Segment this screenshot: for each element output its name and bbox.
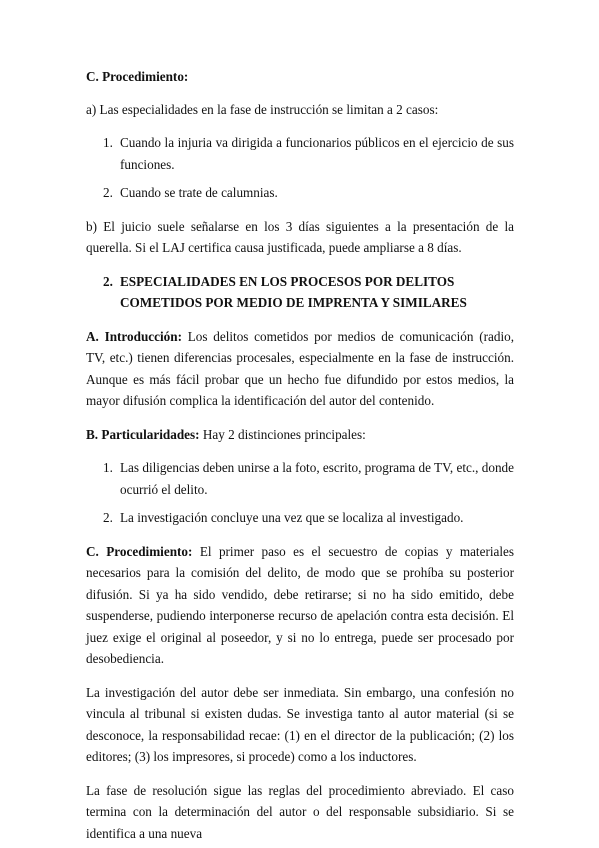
list-item: 2. Cuando se trate de calumnias. xyxy=(103,185,278,200)
list-item: 2. La investigación concluye una vez que se localiza al investigado. xyxy=(103,510,464,525)
particularidades-list xyxy=(86,457,514,529)
list-item: 1. Las diligencias deben unirse a la foto, escrito, programa de TV, etc., donde ocurrió el delito. xyxy=(103,460,514,497)
list-item: 1. Cuando la injuria va dirigida a funcionarios públicos en el ejercicio de sus funciones. xyxy=(103,135,514,172)
document-body xyxy=(86,66,514,844)
procedimiento-list xyxy=(86,132,514,204)
procedimiento-paragraph: C. Procedimiento: El primer paso es el secuestro de copias y materiales necesarios para la comisión del delito, de modo que se prohíba su posterior difusión. Si ya ha sido vendido, debe retirarse; si no ha sido emitido, debe suspenderse, pudiendo interponerse recurso de apelación contra esta decisión. El juez exige el original al poseedor, y si no lo entrega, puede ser procesado por desobediencia. xyxy=(86,543,514,666)
investigation-paragraph: La investigación del autor debe ser inmediata. Sin embargo, una confesión no vincula al tribunal si existen dudas. Se investiga tanto al autor material (si se desconoce, la responsabilidad recae: (1) en el director de la publicación; (2) los editores; (3) los impresores, si procede) como a los inductores. xyxy=(86,684,514,764)
procedimiento-heading: C. Procedimiento: xyxy=(86,69,189,84)
section-heading: 2. ESPECIALIDADES EN LOS PROCESOS POR DELITOS COMETIDOS POR MEDIO DE IMPRENTA Y SIMILARES xyxy=(103,273,467,310)
particularidades-paragraph: B. Particularidades: Hay 2 distinciones principales: xyxy=(86,426,366,442)
paragraph-b: b) El juicio suele señalarse en los 3 días siguientes a la presentación de la querella. Si el LAJ certifica causa justificada, puede ampliarse a 8 días. xyxy=(86,218,514,255)
resolution-paragraph: La fase de resolución sigue las reglas del procedimiento abreviado. El caso termina con la determinación del autor o del responsable subsidiario. Si se identifica a una nueva xyxy=(86,782,514,841)
introduccion-paragraph: A. Introducción: Los delitos cometidos por medios de comunicación (radio, TV, etc.) tienen diferencias procesales, especialmente en la fase de instrucción. Aunque es más fácil probar que un hecho fue difundido por estos medios, la mayor difusión complica la identificación del autor del contenido. xyxy=(86,328,514,408)
paragraph-a: a) Las especialidades en la fase de instrucción se limitan a 2 casos: xyxy=(86,101,439,117)
